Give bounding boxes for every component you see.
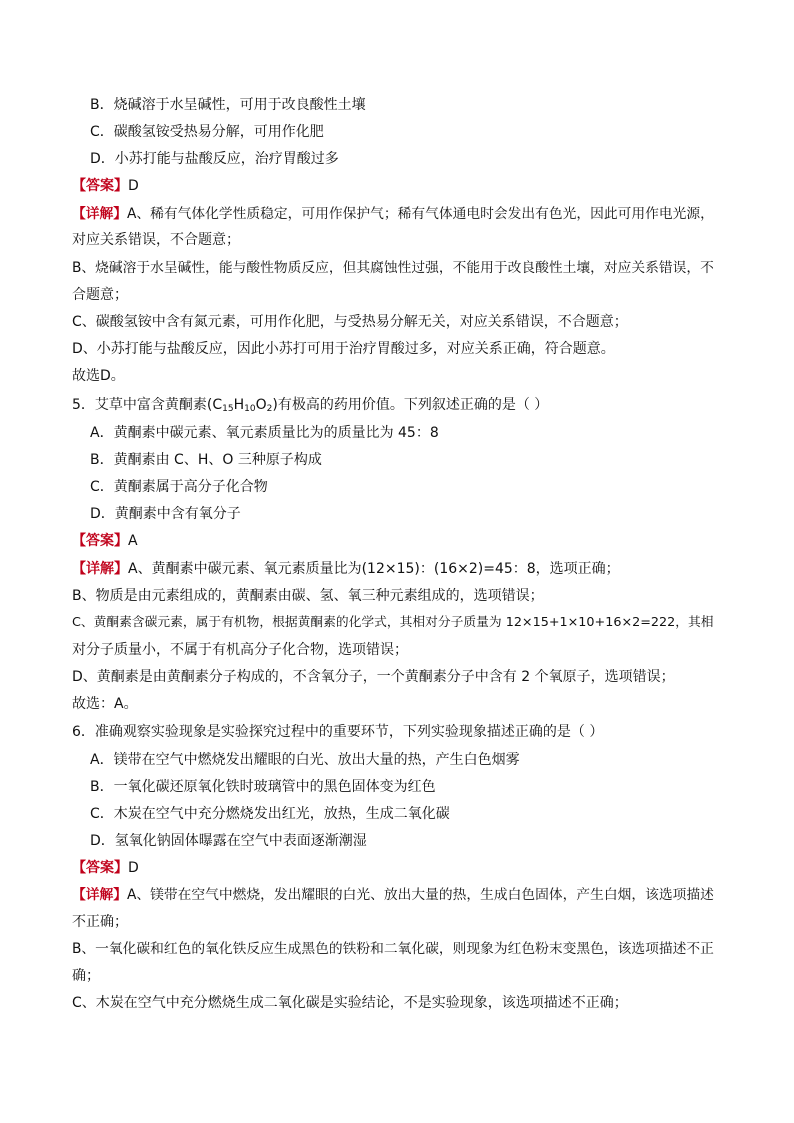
q5-option-c: C．黄酮素属于高分子化合物: [90, 479, 268, 495]
detail-tag: 【详解】: [72, 887, 128, 903]
q6-detail-a-line1: [72, 886, 724, 904]
q5-detail-b: B、物质是由元素组成的，黄酮素由碳、氢、氧三种元素组成的，选项错误；: [72, 588, 544, 604]
q4-detail-b-line1: B、烧碱溶于水呈碱性，能与酸性物质反应，但其腐蚀性过强，不能用于改良酸性土壤，对应关系错误，不: [72, 260, 714, 276]
q6-option-a: A．镁带在空气中燃烧发出耀眼的白光、放出大量的热，产生白色烟雾: [90, 752, 520, 768]
q5-detail-d: D、黄酮素是由黄酮素分子构成的，不含氧分子，一个黄酮素分子中含有 2 个氧原子，选项错误；: [72, 669, 675, 685]
q4-detail-a-line2: 对应关系错误，不合题意；: [72, 232, 240, 248]
answer-tag: 【答案】: [72, 533, 128, 549]
q5-option-b: B．黄酮素由 C、H、O 三种原子构成: [90, 452, 322, 468]
detail-tag: 【详解】: [72, 561, 128, 577]
q5-detail-c-line2: 对分子质量小，不属于有机高分子化合物，选项错误；: [72, 642, 408, 658]
q4-detail-d: D、小苏打能与盐酸反应，因此小苏打可用于治疗胃酸过多，对应关系正确，符合题意。: [72, 341, 615, 357]
q6-option-b: B．一氧化碳还原氧化铁时玻璃管中的黑色固体变为红色: [90, 779, 436, 795]
q6-detail-c: C、木炭在空气中充分燃烧生成二氧化碳是实验结论，不是实验现象，该选项描述不正确；: [72, 995, 628, 1011]
q6-option-c: C．木炭在空气中充分燃烧发出红光，放热，生成二氧化碳: [90, 806, 450, 822]
q4-option-d: D．小苏打能与盐酸反应，治疗胃酸过多: [90, 151, 339, 167]
q5-detail-a: [72, 560, 724, 578]
q4-detail-a-line1: [72, 205, 724, 223]
q5-stem: [72, 396, 724, 414]
q6-detail-a-line2: 不正确；: [72, 914, 128, 930]
formula-subscript: 2: [266, 404, 273, 414]
answer-tag: 【答案】: [72, 860, 128, 876]
detail-tag: 【详解】: [72, 206, 128, 222]
formula-subscript: 10: [244, 404, 256, 414]
q5-option-d: D．黄酮素中含有氧分子: [90, 506, 241, 522]
q4-conclusion: 故选D。: [72, 368, 125, 384]
q5-option-a: A．黄酮素中碳元素、氧元素质量比为的质量比为 45：8: [90, 425, 439, 441]
detail-text: A、稀有气体化学性质稳定，可用作保护气；稀有气体通电时会发出有色光，因此可用作电光源，: [127, 206, 714, 222]
answer-value: A: [128, 533, 138, 549]
formula-subscript: 15: [222, 404, 234, 414]
q6-detail-b-line2: 确；: [72, 968, 100, 984]
detail-text: A、镁带在空气中燃烧，发出耀眼的白光、放出大量的热，生成白色固体，产生白烟，该选项描述: [127, 887, 714, 903]
formula-element: H: [233, 397, 245, 413]
answer-value: D: [128, 178, 139, 194]
q6-answer: [72, 859, 724, 877]
detail-text: A、黄酮素中碳元素、氧元素质量比为(12×15)：(16×2)=45：8，选项正确；: [128, 561, 620, 577]
formula-element: O: [255, 397, 267, 413]
q5-conclusion: 故选：A。: [72, 696, 138, 712]
answer-value: D: [128, 860, 139, 876]
answer-tag: 【答案】: [72, 178, 128, 194]
q4-detail-b-line2: 合题意；: [72, 287, 128, 303]
q5-stem-start: 5．艾草中富含黄酮素(C: [72, 397, 223, 413]
q4-option-c: C．碳酸氢铵受热易分解，可用作化肥: [90, 124, 324, 140]
q4-option-b: B．烧碱溶于水呈碱性，可用于改良酸性土壤: [90, 97, 366, 113]
q5-answer: [72, 532, 724, 550]
q6-option-d: D．氢氧化钠固体曝露在空气中表面逐渐潮湿: [90, 833, 367, 849]
q5-detail-c-line1: C、黄酮素含碳元素，属于有机物，根据黄酮素的化学式，其相对分子质量为 12×15+1×10+16×2=222，其相: [72, 615, 714, 630]
q6-stem: 6．准确观察实验现象是实验探究过程中的重要环节，下列实验现象描述正确的是（ ）: [72, 724, 604, 740]
q5-stem-end: )有极高的药用价值。下列叙述正确的是（ ）: [272, 397, 549, 413]
q4-detail-c: C、碳酸氢铵中含有氮元素，可用作化肥，与受热易分解无关，对应关系错误，不合题意；: [72, 314, 628, 330]
q6-detail-b-line1: B、一氧化碳和红色的氧化铁反应生成黑色的铁粉和二氧化碳，则现象为红色粉末变黑色，该选项描述不正: [72, 941, 714, 957]
q4-answer: [72, 177, 724, 195]
